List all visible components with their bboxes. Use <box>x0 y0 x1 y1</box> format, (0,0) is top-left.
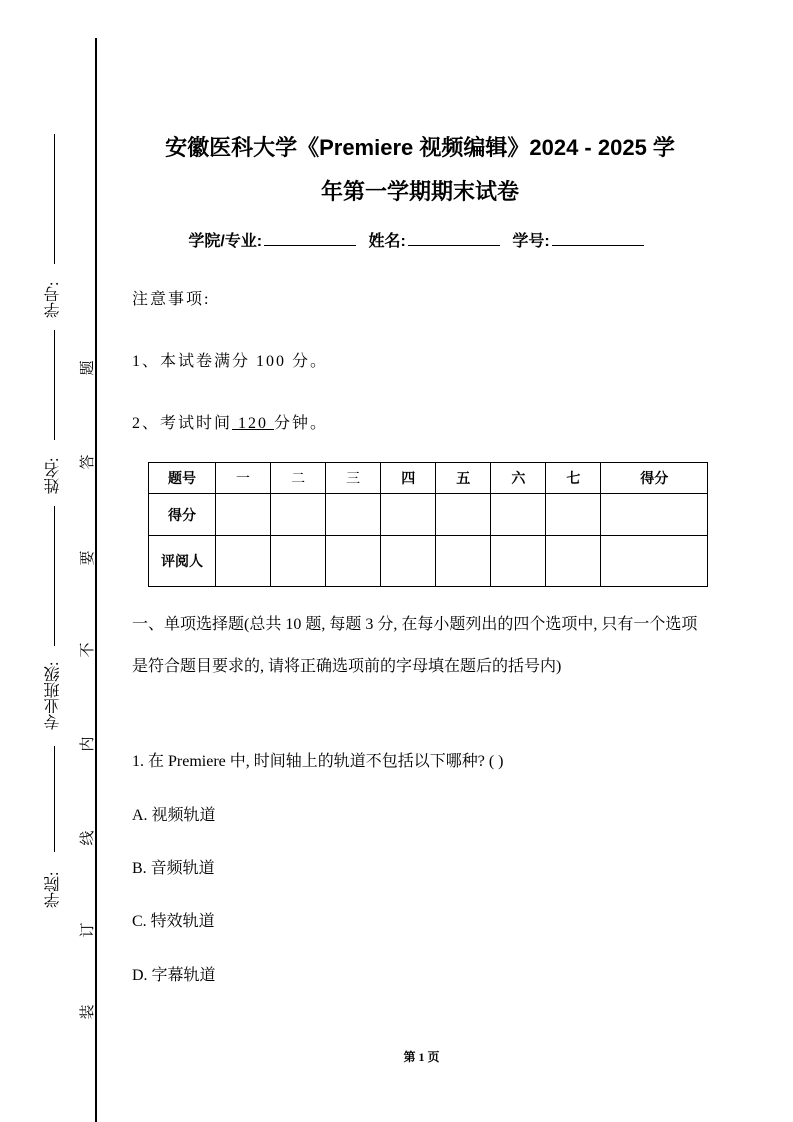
page-number: 第 1 页 <box>403 1050 440 1064</box>
note-item-2 <box>132 410 328 433</box>
student-id-field[interactable] <box>552 231 644 246</box>
margin-student-id-label: 学号: <box>45 281 62 319</box>
score-cell[interactable] <box>381 494 436 536</box>
seal-char: 订 <box>80 922 96 938</box>
question-1-stem: 1. 在 Premiere 中, 时间轴上的轨道不包括以下哪种? ( ) <box>132 753 504 770</box>
score-table-header-row <box>149 463 708 494</box>
score-cell[interactable] <box>216 494 271 536</box>
class-underline <box>54 506 55 646</box>
college-underline <box>54 746 55 852</box>
grader-cell[interactable] <box>601 536 708 587</box>
section-1-instructions: 一、单项选择题(总共 10 题, 每题 3 分, 在每小题列出的四个选项中, 只有一个选项是符合题目要求的, 请将正确选项前的字母填在题后的括号内) <box>132 616 698 675</box>
header-cell: 六 <box>491 463 546 494</box>
seal-char: 要 <box>80 550 96 566</box>
grader-cell[interactable] <box>326 536 381 587</box>
grader-cell[interactable] <box>436 536 491 587</box>
grader-cell[interactable] <box>381 536 436 587</box>
question-1-option-a: A. 视频轨道 <box>132 807 216 824</box>
seal-char: 答 <box>80 454 96 470</box>
seal-char: 不 <box>80 642 96 658</box>
name-label: 姓名: <box>368 233 406 250</box>
note-item-2-prefix: 2、考试时间 <box>132 415 233 432</box>
student-id-underline <box>54 134 55 264</box>
margin-class-label: 专业班级: <box>45 661 62 731</box>
header-cell: 一 <box>216 463 271 494</box>
note-item-1: 1、本试卷满分 100 分。 <box>132 353 329 370</box>
seal-char: 内 <box>80 736 96 752</box>
score-cell[interactable] <box>546 494 601 536</box>
margin-college-label: 学院: <box>45 871 62 909</box>
row-label: 评阅人 <box>149 536 216 587</box>
note-item-2-suffix: 分钟。 <box>274 415 329 432</box>
header-cell: 题号 <box>149 463 216 494</box>
header-cell: 得分 <box>601 463 708 494</box>
grader-cell[interactable] <box>216 536 271 587</box>
header-cell: 二 <box>271 463 326 494</box>
header-cell: 三 <box>326 463 381 494</box>
row-label: 得分 <box>149 494 216 536</box>
margin-name-label: 姓名: <box>45 457 62 495</box>
score-cell[interactable] <box>271 494 326 536</box>
score-cell[interactable] <box>491 494 546 536</box>
score-cell[interactable] <box>326 494 381 536</box>
title-line-1: 安徽医科大学《Premiere 视频编辑》2024 - 2025 学 <box>165 135 675 160</box>
score-table <box>148 462 708 587</box>
header-cell: 四 <box>381 463 436 494</box>
name-underline <box>54 330 55 440</box>
score-cell[interactable] <box>601 494 708 536</box>
question-1-option-b: B. 音频轨道 <box>132 860 215 877</box>
college-major-field[interactable] <box>264 231 356 246</box>
title-line-2: 年第一学期期末试卷 <box>320 179 519 204</box>
student-id-label: 学号: <box>512 233 550 250</box>
score-row <box>149 494 708 536</box>
college-major-label: 学院/专业: <box>188 233 263 250</box>
question-1-option-d: D. 字幕轨道 <box>132 967 216 984</box>
name-field[interactable] <box>408 231 500 246</box>
grader-row <box>149 536 708 587</box>
seal-char: 题 <box>80 360 96 376</box>
grader-cell[interactable] <box>271 536 326 587</box>
student-info-line <box>120 228 720 251</box>
seal-char: 线 <box>80 830 96 846</box>
header-cell: 七 <box>546 463 601 494</box>
exam-title <box>120 126 720 214</box>
question-1-option-c: C. 特效轨道 <box>132 913 215 930</box>
header-cell: 五 <box>436 463 491 494</box>
score-cell[interactable] <box>436 494 491 536</box>
notes-heading: 注意事项: <box>132 291 211 308</box>
grader-cell[interactable] <box>546 536 601 587</box>
binding-line <box>95 38 97 1122</box>
grader-cell[interactable] <box>491 536 546 587</box>
seal-char: 装 <box>80 1004 96 1020</box>
exam-duration-value: 120 <box>232 415 275 432</box>
